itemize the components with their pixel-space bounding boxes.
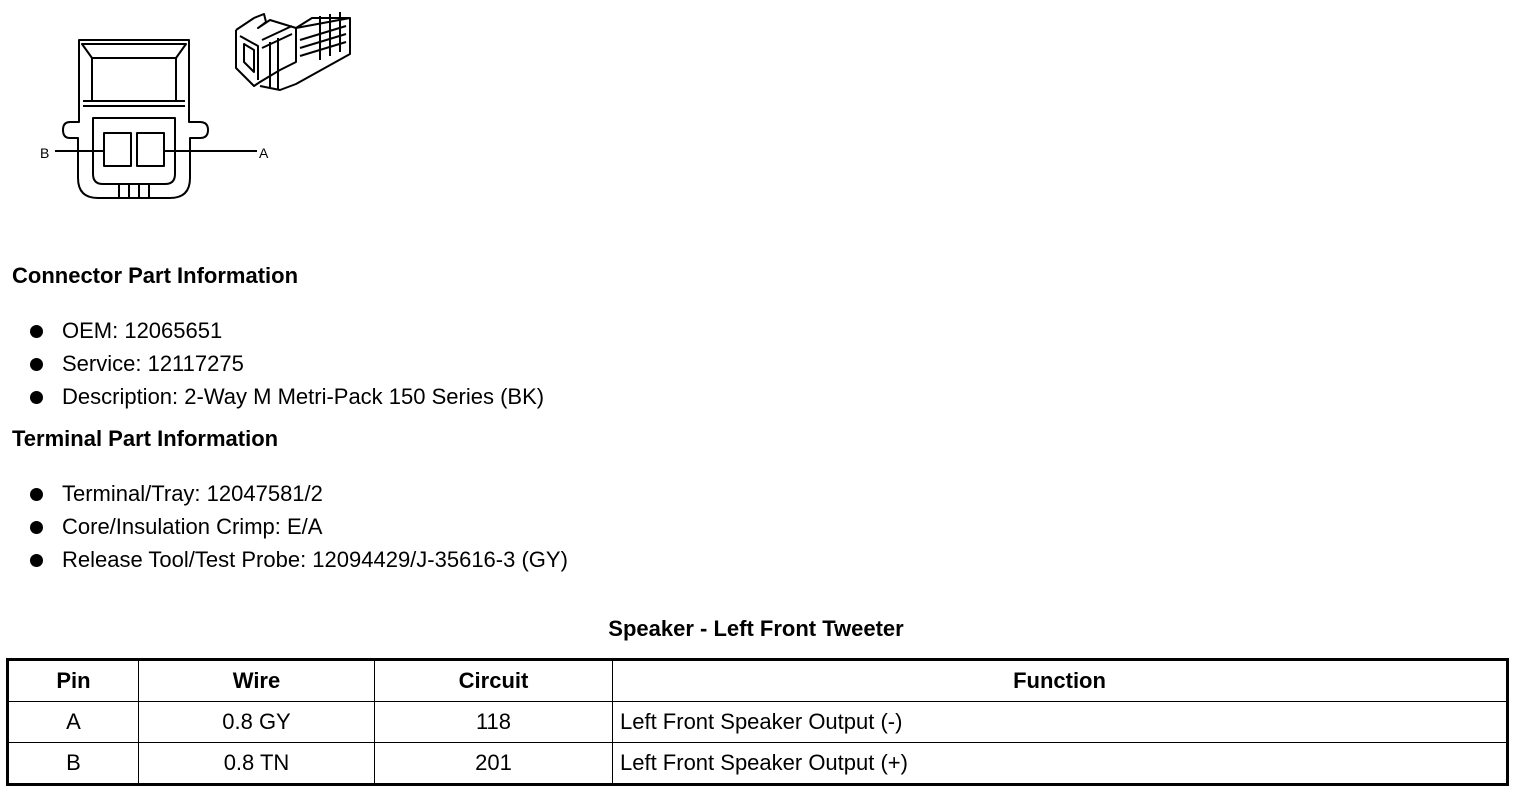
service-part-number: Service: 12117275 (62, 351, 244, 376)
bullet-icon (30, 488, 43, 501)
list-item (0, 481, 568, 514)
connector-figure (0, 0, 380, 220)
table-row (8, 702, 1508, 743)
list-item (0, 514, 568, 547)
wire-cell: 0.8 TN (139, 743, 375, 785)
function-cell: Left Front Speaker Output (-) (613, 702, 1508, 743)
terminal-part-info-heading: Terminal Part Information (12, 426, 279, 451)
connector-part-info-heading: Connector Part Information (12, 263, 299, 288)
core-insulation-crimp: Core/Insulation Crimp: E/A (62, 514, 323, 539)
pin-cell: B (8, 743, 139, 785)
terminal-part-info-list (0, 481, 568, 580)
connector-description: Description: 2-Way M Metri-Pack 150 Series (BK) (62, 384, 545, 409)
pin-label-b: B (40, 145, 50, 161)
list-item (0, 384, 544, 417)
circuit-cell: 201 (375, 743, 613, 785)
table-header-row (8, 660, 1508, 702)
function-cell: Left Front Speaker Output (+) (613, 743, 1508, 785)
connector-part-info-list (0, 318, 544, 417)
connector-iso-drawing (236, 12, 350, 90)
table-row (8, 743, 1508, 785)
release-tool-test-probe: Release Tool/Test Probe: 12094429/J-35616-3 (GY) (62, 547, 568, 572)
column-header-circuit: Circuit (375, 660, 613, 702)
bullet-icon (30, 391, 43, 404)
column-header-pin: Pin (8, 660, 139, 702)
list-item (0, 547, 568, 580)
circuit-cell: 118 (375, 702, 613, 743)
bullet-icon (30, 554, 43, 567)
wire-cell: 0.8 GY (139, 702, 375, 743)
column-header-function: Function (613, 660, 1508, 702)
oem-part-number: OEM: 12065651 (62, 318, 223, 343)
terminal-tray: Terminal/Tray: 12047581/2 (62, 481, 323, 506)
list-item (0, 318, 544, 351)
pinout-table (6, 658, 1509, 786)
pin-cell: A (8, 702, 139, 743)
list-item (0, 351, 544, 384)
bullet-icon (30, 521, 43, 534)
pin-label-a: A (259, 145, 269, 161)
connector-face-drawing (63, 40, 208, 198)
table-title: Speaker - Left Front Tweeter (608, 616, 904, 641)
column-header-wire: Wire (139, 660, 375, 702)
bullet-icon (30, 358, 43, 371)
bullet-icon (30, 325, 43, 338)
